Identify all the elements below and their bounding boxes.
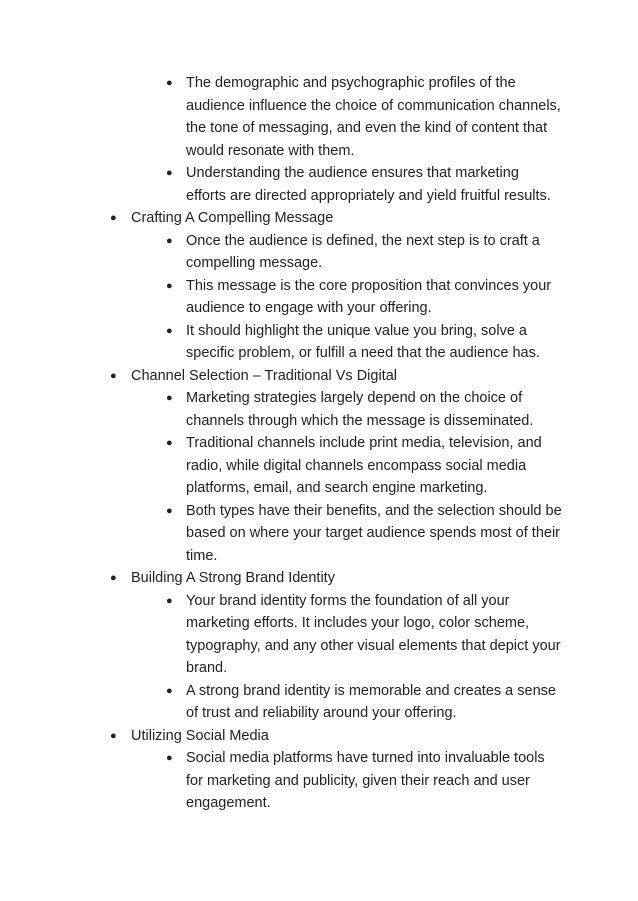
document-body — [0, 72, 638, 815]
bullet-icon: ● — [166, 167, 173, 179]
section-heading — [0, 725, 551, 748]
bullet-icon: ● — [166, 77, 173, 89]
list-item — [0, 747, 562, 815]
list-item — [0, 230, 562, 275]
bullet-icon: ● — [110, 369, 117, 382]
list-item-text: Traditional channels include print media, television, and radio, while digital channels encompass social media platforms, email, and search engine marketing. — [186, 435, 542, 496]
list-item-text: Once the audience is defined, the next step is to craft a compelling message. — [186, 232, 540, 271]
bullet-icon: ● — [110, 729, 117, 742]
list-item — [0, 162, 562, 207]
section-heading — [0, 567, 551, 590]
bullet-icon: ● — [110, 212, 117, 224]
section-title-text: Utilizing Social Media — [131, 727, 269, 744]
list-item-text: This message is the core proposition that convinces your audience to engage with your offering. — [186, 277, 552, 316]
section-title-text: Channel Selection – Traditional Vs Digital — [131, 367, 397, 384]
sub-list — [0, 590, 638, 725]
bullet-icon: ● — [166, 594, 173, 607]
list-item-text: A strong brand identity is memorable and creates a sense of trust and reliability around your offering. — [186, 682, 556, 721]
bullet-icon: ● — [166, 752, 173, 764]
section-title-text: Crafting A Compelling Message — [131, 210, 334, 226]
section-title-text: Building A Strong Brand Identity — [131, 570, 335, 586]
list-item-text: Your brand identity forms the foundation of all your marketing efforts. It includes your logo, color scheme, typography, and any other visual elements that depict your brand. — [186, 592, 561, 676]
sub-list — [0, 747, 638, 815]
list-item-text: Marketing strategies largely depend on the choice of channels through which the message is disseminated. — [186, 390, 534, 429]
list-item — [0, 72, 562, 162]
section-social-media — [0, 725, 638, 815]
bullet-icon: ● — [166, 324, 173, 337]
section-channel-selection — [0, 365, 638, 568]
bullet-icon: ● — [166, 504, 173, 517]
list-item-text: The demographic and psychographic profiles of the audience influence the choice of communication channels, the tone of messaging, and even the kind of content that would resonate with them. — [186, 75, 561, 159]
sub-list — [0, 387, 638, 567]
sub-list — [0, 230, 638, 365]
bullet-icon: ● — [166, 684, 173, 697]
list-item-text: Understanding the audience ensures that marketing efforts are directed appropriately and yield fruitful results. — [186, 165, 551, 204]
section-heading — [0, 207, 551, 230]
section-crafting-message — [0, 207, 638, 365]
list-item — [0, 387, 562, 432]
bullet-icon: ● — [110, 572, 117, 584]
section-list — [0, 207, 638, 815]
list-item-text: Social media platforms have turned into invaluable tools for marketing and publicity, given their reach and user engagement. — [186, 750, 545, 811]
list-item — [0, 590, 562, 680]
bullet-icon: ● — [166, 392, 173, 404]
section-brand-identity — [0, 567, 638, 725]
bullet-icon: ● — [166, 279, 173, 292]
list-item — [0, 432, 562, 500]
list-item — [0, 320, 562, 365]
bullet-icon: ● — [166, 234, 173, 247]
bullet-icon: ● — [166, 437, 173, 449]
list-item-text: It should highlight the unique value you bring, solve a specific problem, or fulfill a need that the audience has. — [186, 322, 540, 361]
list-item — [0, 680, 562, 725]
list-item — [0, 500, 562, 568]
list-item — [0, 275, 562, 320]
list-item-text: Both types have their benefits, and the selection should be based on where your target audience spends most of their time. — [186, 502, 562, 564]
section-heading — [0, 365, 551, 388]
lead-sub-list — [0, 72, 638, 207]
